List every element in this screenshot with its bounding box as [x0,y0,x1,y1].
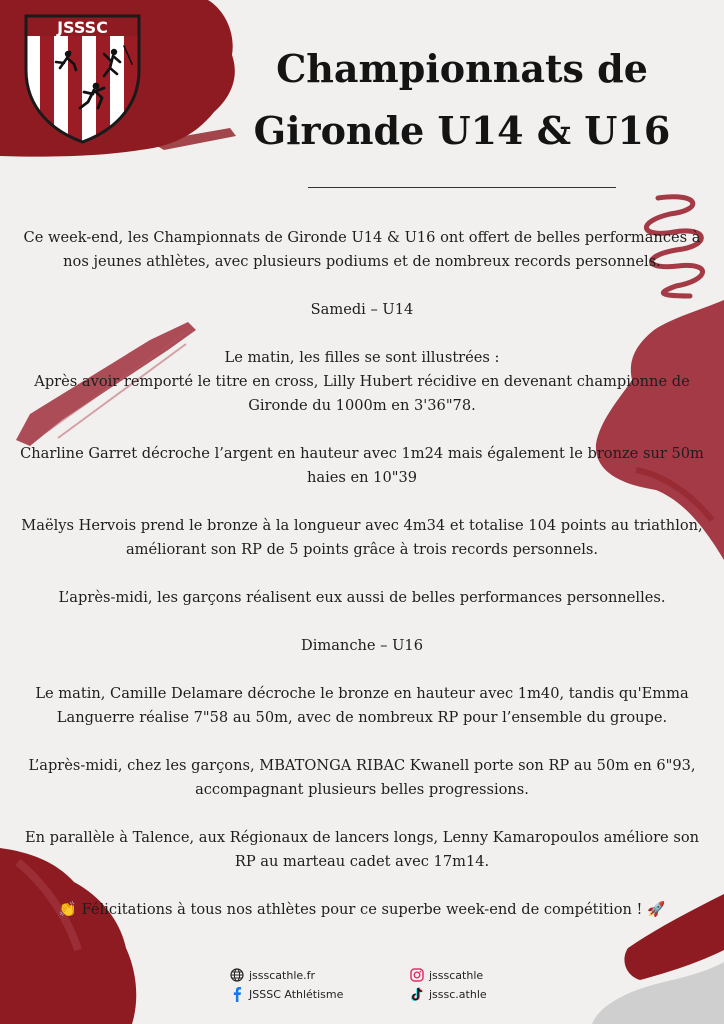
saturday-morning-line-2: Après avoir remporté le titre en cross, Lilly Hubert récidive en devenant championne de Gironde du 1000m en 3'36"78. [34,373,690,414]
congrats-paragraph [14,898,710,922]
website-text: jssscathle.fr [249,968,316,982]
facebook-text: JSSSC Athlétisme [249,987,344,1001]
maelys-paragraph: Maëlys Hervois prend le bronze à la longueur avec 4m34 et totalise 104 points au triathlon, améliorant son RP de 5 points grâce à trois records personnels. [21,517,703,558]
title-divider [308,187,616,188]
title-line-1: Championnats de [276,46,648,91]
logo-text: JSSSC [57,18,108,37]
rocket-emoji: 🚀 [647,901,666,918]
website-link[interactable] [230,966,315,984]
article-body [14,226,710,922]
footer [230,966,530,1006]
intro-paragraph: Ce week-end, les Championnats de Gironde U14 & U16 ont offert de belles performances à nos jeunes athlètes, avec plusieurs podiums et de nombreux records personnels. [23,229,701,270]
saturday-heading: Samedi – U14 [310,301,414,318]
tiktok-link[interactable] [410,985,487,1003]
title-line-2: Gironde U14 & U16 [253,108,671,153]
saturday-afternoon-paragraph: L’après-midi, les garçons réalisent eux aussi de belles performances personnelles. [58,589,666,606]
congrats-text: Félicitations à tous nos athlètes pour ce superbe week-end de compétition ! [81,901,643,918]
tiktok-text: jsssc.athle [429,987,487,1001]
charline-paragraph: Charline Garret décroche l’argent en hauteur avec 1m24 mais également le bronze sur 50m haies en 10"39 [20,445,704,486]
instagram-text: jssscathle [429,968,484,982]
club-logo [20,6,145,146]
instagram-icon [410,968,424,982]
page-title [222,38,702,162]
sunday-morning-paragraph: Le matin, Camille Delamare décroche le bronze en hauteur avec 1m40, tandis qu'Emma Languerre réalise 7"58 au 50m, avec de nombreux RP pour l’ensemble du groupe. [35,685,689,726]
facebook-link[interactable] [230,985,343,1003]
clap-emoji: 👏 [58,901,77,918]
instagram-link[interactable] [410,966,483,984]
tiktok-icon [410,987,424,1002]
talence-paragraph: En parallèle à Talence, aux Régionaux de lancers longs, Lenny Kamaropoulos améliore son RP au marteau cadet avec 17m14. [24,829,700,870]
facebook-icon [230,986,244,1002]
globe-icon [230,968,244,982]
saturday-morning-paragraph [14,346,710,418]
sunday-heading: Dimanche – U16 [301,637,423,654]
sunday-afternoon-paragraph: L’après-midi, chez les garçons, MBATONGA RIBAC Kwanell porte son RP au 50m en 6"93, accompagnant plusieurs belles progressions. [28,757,696,798]
saturday-morning-line-1: Le matin, les filles se sont illustrées : [224,349,500,366]
